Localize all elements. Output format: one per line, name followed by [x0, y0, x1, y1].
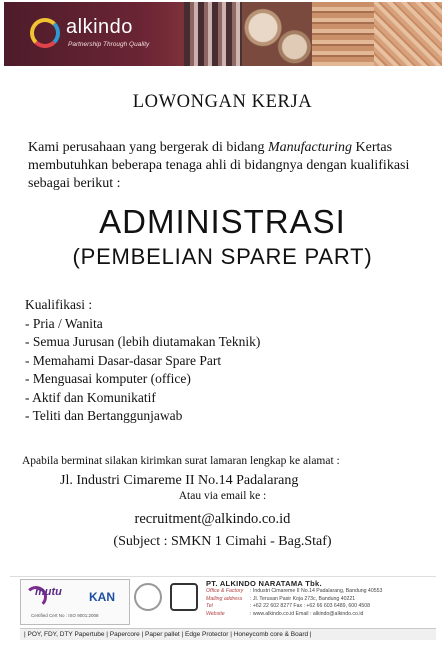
qualifications-list — [25, 315, 425, 426]
certification-logo — [20, 579, 130, 625]
position-title: ADMINISTRASI — [99, 203, 346, 240]
list-item: - Teliti dan Bertanggunjawab — [25, 408, 183, 423]
footer — [10, 576, 436, 642]
brand-tagline: Partnership Through Quality — [68, 41, 150, 48]
paper-pallet-image — [312, 2, 374, 66]
company-website-line: Website : www.alkindo.co.id Email : alkindo@alkindo.co.id — [206, 610, 364, 617]
qualifications-heading: Kualifikasi : — [25, 297, 93, 312]
header-banner — [4, 2, 442, 66]
honeycomb-board-image — [374, 2, 442, 66]
intro-text-end: Kertas membutuhkan beberapa tenaga ahli di bidangnya dengan kualifikasi sebagai berikut : — [28, 140, 410, 191]
iso-badge-icon — [134, 583, 162, 611]
email-address[interactable]: recruitment@alkindo.co.id — [134, 511, 291, 527]
alkindo-logo-icon — [30, 18, 60, 48]
intro-text-start: Kami perusahaan yang bergerak di bidang — [28, 140, 268, 155]
list-item: - Menguasai komputer (office) — [25, 371, 191, 386]
kan-logo: KAN — [89, 590, 115, 604]
list-item: - Semua Jurusan (lebih diutamakan Teknik) — [25, 334, 261, 349]
product-list: | POY, FDY, DTY Papertube | Papercore | Paper pallet | Edge Protector | Honeycomb core & Board | — [20, 628, 436, 640]
company-phone-line: Tel : +62 22 602 8277 Fax : +62 66 603 6489, 600 4508 — [206, 603, 370, 610]
company-mailing-line: Mailing address : Jl. Terusan Pasir Koja 273c, Bandung 40221 — [206, 595, 356, 602]
email-subject: (Subject : SMKN 1 Cimahi - Bag.Staf) — [113, 534, 332, 549]
company-info — [206, 579, 436, 618]
application-address: Jl. Industri Cimareme II No.14 Padalarang — [60, 473, 299, 488]
application-instruction: Apabila berminat silakan kirimkan surat lamaran lengkap ke alamat : — [22, 455, 340, 467]
paper-cores-image — [242, 2, 312, 66]
page-title: LOWONGAN KERJA — [132, 92, 313, 112]
email-intro: Atau via email ke : — [178, 490, 267, 502]
company-name: PT. ALKINDO NARATAMA Tbk. — [206, 579, 322, 588]
position-subtitle: (PEMBELIAN SPARE PART) — [72, 244, 373, 269]
intro-emphasis: Manufacturing — [268, 140, 352, 155]
mutu-logo: mutu — [35, 586, 62, 598]
paper-tubes-image — [184, 2, 242, 66]
brand-name: alkindo — [66, 16, 133, 38]
ukas-badge-icon — [170, 583, 198, 611]
intro-paragraph — [28, 139, 428, 193]
quality-badges — [132, 583, 202, 621]
list-item: - Aktif dan Komunikatif — [25, 389, 156, 405]
certificate-number: Certified Cert No : ISO 9001:2008 — [31, 613, 99, 618]
list-item: - Pria / Wanita — [25, 315, 103, 331]
company-address-line: Office & Factory : Industri Cimareme II No.14 Padalarang, Bandung 40553 — [206, 588, 383, 594]
list-item: - Memahami Dasar-dasar Spare Part — [25, 352, 222, 368]
qualifications-section — [25, 296, 425, 426]
